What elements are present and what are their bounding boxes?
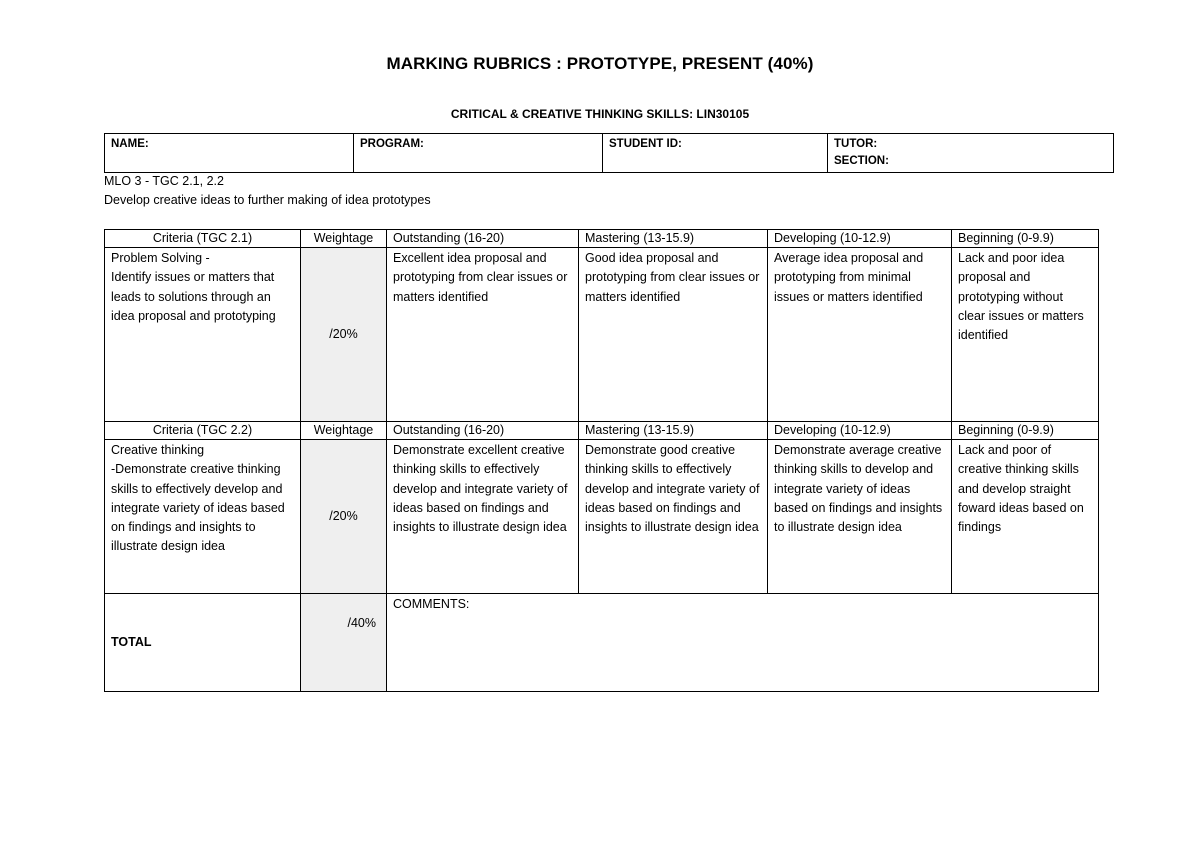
header-outstanding: Outstanding (16-20) [387,422,579,440]
criteria-cell: Problem Solving - Identify issues or matters that leads to solutions through an idea proposal and prototyping [105,248,301,422]
beginning-cell: Lack and poor of creative thinking skills and develop straight foward ideas based on findings [952,440,1099,594]
developing-cell: Demonstrate average creative thinking skills to develop and integrate variety of ideas based on findings and insights to illustrate design idea [768,440,952,594]
header-criteria: Criteria (TGC 2.1) [105,230,301,248]
name-field[interactable] [105,134,354,173]
beginning-cell: Lack and poor idea proposal and prototyping without clear issues or matters identified [952,248,1099,422]
rubric-header-row [105,422,1099,440]
header-developing: Developing (10-12.9) [768,422,952,440]
header-developing: Developing (10-12.9) [768,230,952,248]
header-beginning: Beginning (0-9.9) [952,422,1099,440]
total-label: TOTAL [105,594,301,692]
header-mastering: Mastering (13-15.9) [579,230,768,248]
weight-cell[interactable]: /20% [301,248,387,422]
mlo-description [104,172,431,210]
tutor-label: TUTOR: [834,138,878,150]
rubric-row-creative-thinking [105,440,1099,594]
weight-cell[interactable]: /20% [301,440,387,594]
program-label: PROGRAM: [360,138,424,150]
rubric-table [104,229,1099,692]
criteria-cell: Creative thinking -Demonstrate creative thinking skills to effectively develop and integrate variety of ideas based on findings and insights to illustrate design idea [105,440,301,594]
total-weight-cell[interactable]: /40% [301,594,387,692]
outstanding-cell: Demonstrate excellent creative thinking skills to effectively develop and integrate variety of ideas based on findings and insights to illustrate design idea [387,440,579,594]
tutor-section-field[interactable] [828,134,1114,173]
outstanding-cell: Excellent idea proposal and prototyping from clear issues or matters identified [387,248,579,422]
program-field[interactable] [354,134,603,173]
header-weightage: Weightage [301,230,387,248]
rubric-header-row [105,230,1099,248]
name-label: NAME: [111,138,149,150]
header-mastering: Mastering (13-15.9) [579,422,768,440]
header-weightage: Weightage [301,422,387,440]
student-id-field[interactable] [603,134,828,173]
header-beginning: Beginning (0-9.9) [952,230,1099,248]
comments-cell[interactable] [387,594,1099,692]
course-subtitle: CRITICAL & CREATIVE THINKING SKILLS: LIN30105 [450,107,750,121]
rubric-row-problem-solving [105,248,1099,422]
mlo-goal: Develop creative ideas to further making of idea prototypes [104,193,431,207]
section-label: SECTION: [834,155,889,167]
page-title: MARKING RUBRICS : PROTOTYPE, PRESENT (40%) [386,54,814,73]
mlo-code: MLO 3 - TGC 2.1, 2.2 [104,174,224,188]
header-criteria: Criteria (TGC 2.2) [105,422,301,440]
mastering-cell: Demonstrate good creative thinking skills to effectively develop and integrate variety of ideas based on findings and insights to illustrate design idea [579,440,768,594]
header-outstanding: Outstanding (16-20) [387,230,579,248]
comments-label: COMMENTS: [393,597,470,611]
student-info-table [104,133,1114,173]
developing-cell: Average idea proposal and prototyping from minimal issues or matters identified [768,248,952,422]
student-info-row [105,134,1114,173]
mastering-cell: Good idea proposal and prototyping from clear issues or matters identified [579,248,768,422]
student-id-label: STUDENT ID: [609,138,682,150]
rubric-total-row [105,594,1099,692]
